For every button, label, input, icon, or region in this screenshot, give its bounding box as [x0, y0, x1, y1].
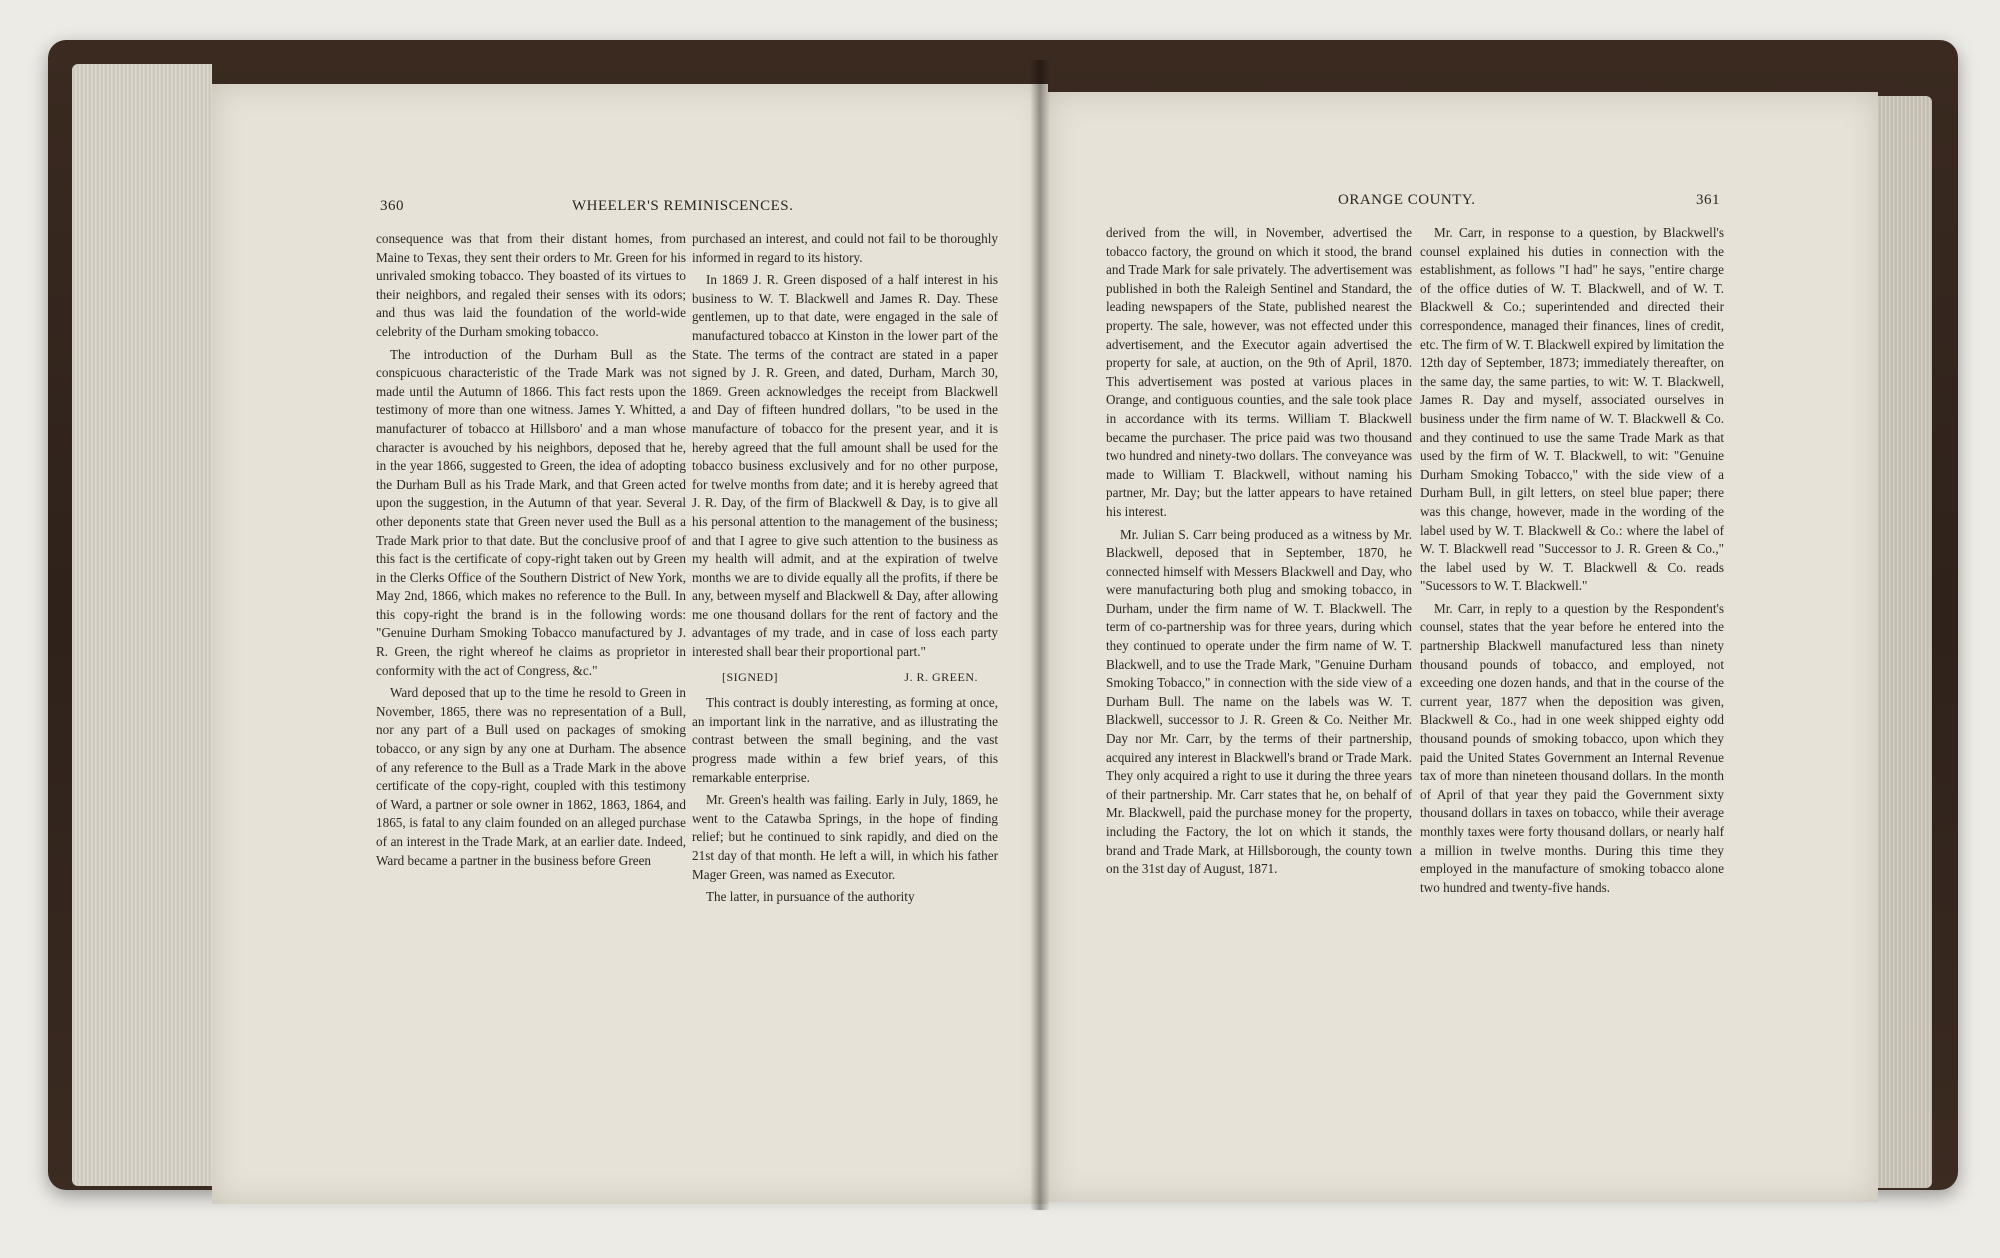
right-page: [1048, 92, 1878, 1202]
page-edges-right: [1870, 96, 1932, 1188]
page-edges-left: [72, 64, 212, 1186]
left-column-2: [692, 230, 998, 911]
running-title-right: ORANGE COUNTY.: [1338, 192, 1476, 208]
signature-line: [692, 668, 998, 687]
left-column-1: [376, 230, 686, 874]
paragraph: The latter, in pursuance of the authority: [706, 889, 915, 905]
paragraph: Mr. Carr, in reply to a question by the Respondent's counsel, states that the year before he entered into the partnership Blackwell manufactured less than ninety thousand pounds of tobacco, and employed, not exceeding one dozen hands, and that in the course of the current year, 1877 when the deposition was given, Blackwell & Co., had in one week shipped eighty odd thousand pounds of smoking tobacco, upon which they paid the United States Government an Internal Revenue tax of more than nineteen thousand dollars. In the month of April of that year they paid the Government sixty thousand dollars in taxes on tobacco, while their average monthly taxes were forty thousand dollars, or nearly half a million in twelve months. During this time they employed in the manufacture of smoking tobacco alone two hundred and twenty-five hands.: [1420, 600, 1724, 895]
paragraph: The introduction of the Durham Bull as the conspicuous characteristic of the Trade Mark was not made until the Autumn of 1866. This fact rests upon the testimony of more than one witness. James Y. Whitted, a manufacturer of tobacco at Hillsboro' and a man whose character is avouched by his neighbors, deposed that he, in the year 1866, suggested to Green, the idea of adopting the Durham Bull as his Trade Mark, and that Green acted upon the suggestion, in the Autumn of that year. Several other deponents state that Green never used the Bull as a Trade Mark prior to that date. But the conclusive proof of this fact is the certificate of copy-right taken out by Green in the Clerks Office of the Southern District of New York, May 2nd, 1866, which makes no reference to the Bull. In this copy-right the brand is in the following words: "Genuine Durham Smoking Tobacco manufactured by J. R. Green, the right whereof he claims as proprietor in conformity with the act of Congress, &c.": [376, 346, 686, 678]
paragraph: derived from the will, in November, advertised the tobacco factory, the ground on which it stood, the brand and Trade Mark for sale privately. The advertisement was published in both the Raleigh Sentinel and Standard, the leading newspapers of the State, published nearest the property. The sale, however, was not effected under this advertisement, and the Executor again advertised the property for sale, at auction, on the 9th of April, 1870. This advertisement was posted at various places in Orange, and contiguous counties, and the sale took place in accordance with its terms. William T. Blackwell became the purchaser. The price paid was two thousand two hundred and ninety-two dollars. The conveyance was made to William T. Blackwell, without naming his partner, Mr. Day; but the latter appears to have retained his interest.: [1106, 225, 1412, 519]
paragraph: Mr. Carr, in response to a question, by Blackwell's counsel explained his duties in connection with the establishment, as follows "I had" he says, "entire charge of the office duties of W. T. Blackwell, and of W. T. Blackwell & Co.; superintended and directed their correspondence, managed their finances, lines of credit, etc. The firm of W. T. Blackwell expired by limitation the 12th day of September, 1873; immediately thereafter, on the same day, the same parties, to wit: W. T. Blackwell, James R. Day and myself, associated ourselves in business under the firm name of W. T. Blackwell & Co. and they continued to use the same Trade Mark as that used by the firm of W. T. Blackwell, to wit: "Genuine Durham Smoking Tobacco," with the side view of a Durham Bull, in gilt letters, on steel blue paper; there was this change, however, made in the wording of the label used by W. T. Blackwell & Co.: where the label of W. T. Blackwell read "Successor to J. R. Green & Co.," the label used by W. T. Blackwell & Co. reads "Sucessors to W. T. Blackwell.": [1420, 225, 1724, 594]
page-number-right: 361: [1696, 192, 1720, 208]
spine-gutter: [1030, 60, 1050, 1210]
signed-label: [SIGNED]: [722, 669, 778, 684]
paragraph: consequence was that from their distant homes, from Maine to Texas, they sent their orders to Mr. Green for his unrivaled smoking tobacco. They boasted of its virtues to their neighbors, and regaled their senses with its odors; and thus was laid the foundation of the world-wide celebrity of the Durham smoking tobacco.: [376, 231, 686, 339]
paragraph: Mr. Green's health was failing. Early in July, 1869, he went to the Catawba Springs, in the hope of finding relief; but he continued to sink rapidly, and died on the 21st day of that month. He left a will, in which his father Mager Green, was named as Executor.: [692, 792, 998, 882]
page-number-left: 360: [380, 198, 404, 214]
paragraph: Ward deposed that up to the time he resold to Green in November, 1865, there was no representation of a Bull, nor any part of a Bull used on packages of smoking tobacco, or any sign by any one at Durham. The absence of any reference to the Bull as a Trade Mark in the above certificate of the copy-right, coupled with this testimony of Ward, a partner or sole owner in 1862, 1863, 1864, and 1865, is fatal to any claim founded on an alleged purchase of an interest in the Trade Mark, at an earlier date. Indeed, Ward became a partner in the business before Green: [376, 685, 686, 868]
right-column-1: [1106, 224, 1412, 883]
left-page: [212, 84, 1048, 1204]
paragraph: purchased an interest, and could not fail to be thoroughly informed in regard to its history.: [692, 231, 998, 265]
paragraph: This contract is doubly interesting, as forming at once, an important link in the narrative, and as illustrating the contrast between the small begining, and the vast progress made within a few brief years, of this remarkable enterprise.: [692, 695, 998, 785]
running-title-left: WHEELER'S REMINISCENCES.: [572, 198, 794, 214]
paragraph: Mr. Julian S. Carr being produced as a witness by Mr. Blackwell, deposed that in September, 1870, he connected himself with Messers Blackwell and Day, who were manufacturing both plug and smoking tobacco, in Durham, under the firm name of W. T. Blackwell. The term of co-partnership was for three years, during which they continued to operate under the firm name of W. T. Blackwell, and to use the Trade Mark, "Genuine Durham Smoking Tobacco," in connection with the side view of a Durham Bull. The name on the labels was W. T. Blackwell, successor to J. R. Green & Co. Neither Mr. Day nor Mr. Carr, by the terms of their partnership, acquired any interest in Blackwell's brand or Trade Mark. They only acquired a right to use it during the three years of their partnership. Mr. Carr states that he, on behalf of Mr. Blackwell, paid the purchase money for the property, including the Factory, the lot on which it stands, the brand and Trade Mark, at Hillsborough, the county town on the 31st day of August, 1871.: [1106, 526, 1412, 877]
signed-name: J. R. GREEN.: [904, 669, 978, 684]
paragraph: In 1869 J. R. Green disposed of a half interest in his business to W. T. Blackwell and James R. Day. These gentlemen, up to that date, were engaged in the sale of manufactured tobacco at Kinston in the lower part of the State. The terms of the contract are stated in a paper signed by J. R. Green, and dated, Durham, March 30, 1869. Green acknowledges the receipt from Blackwell and Day of fifteen hundred dollars, "to be used in the manufacture of tobacco for the present year, and it is hereby agreed that the full amount shall be used for the tobacco business exclusively and for no other purpose, for twelve months from date; and it is hereby agreed that J. R. Day, of the firm of Blackwell & Day, is to give all his personal attention to the management of the business; and that I agree to give such attention to the business as my health will admit, and at the expiration of twelve months we are to divide equally all the profits, if there be any, between myself and Blackwell & Day, after allowing me one thousand dollars for the rent of factory and the advantages of my trade, and in case of loss each party interested shall bear their proportional part.": [692, 272, 998, 660]
right-column-2: [1420, 224, 1724, 901]
